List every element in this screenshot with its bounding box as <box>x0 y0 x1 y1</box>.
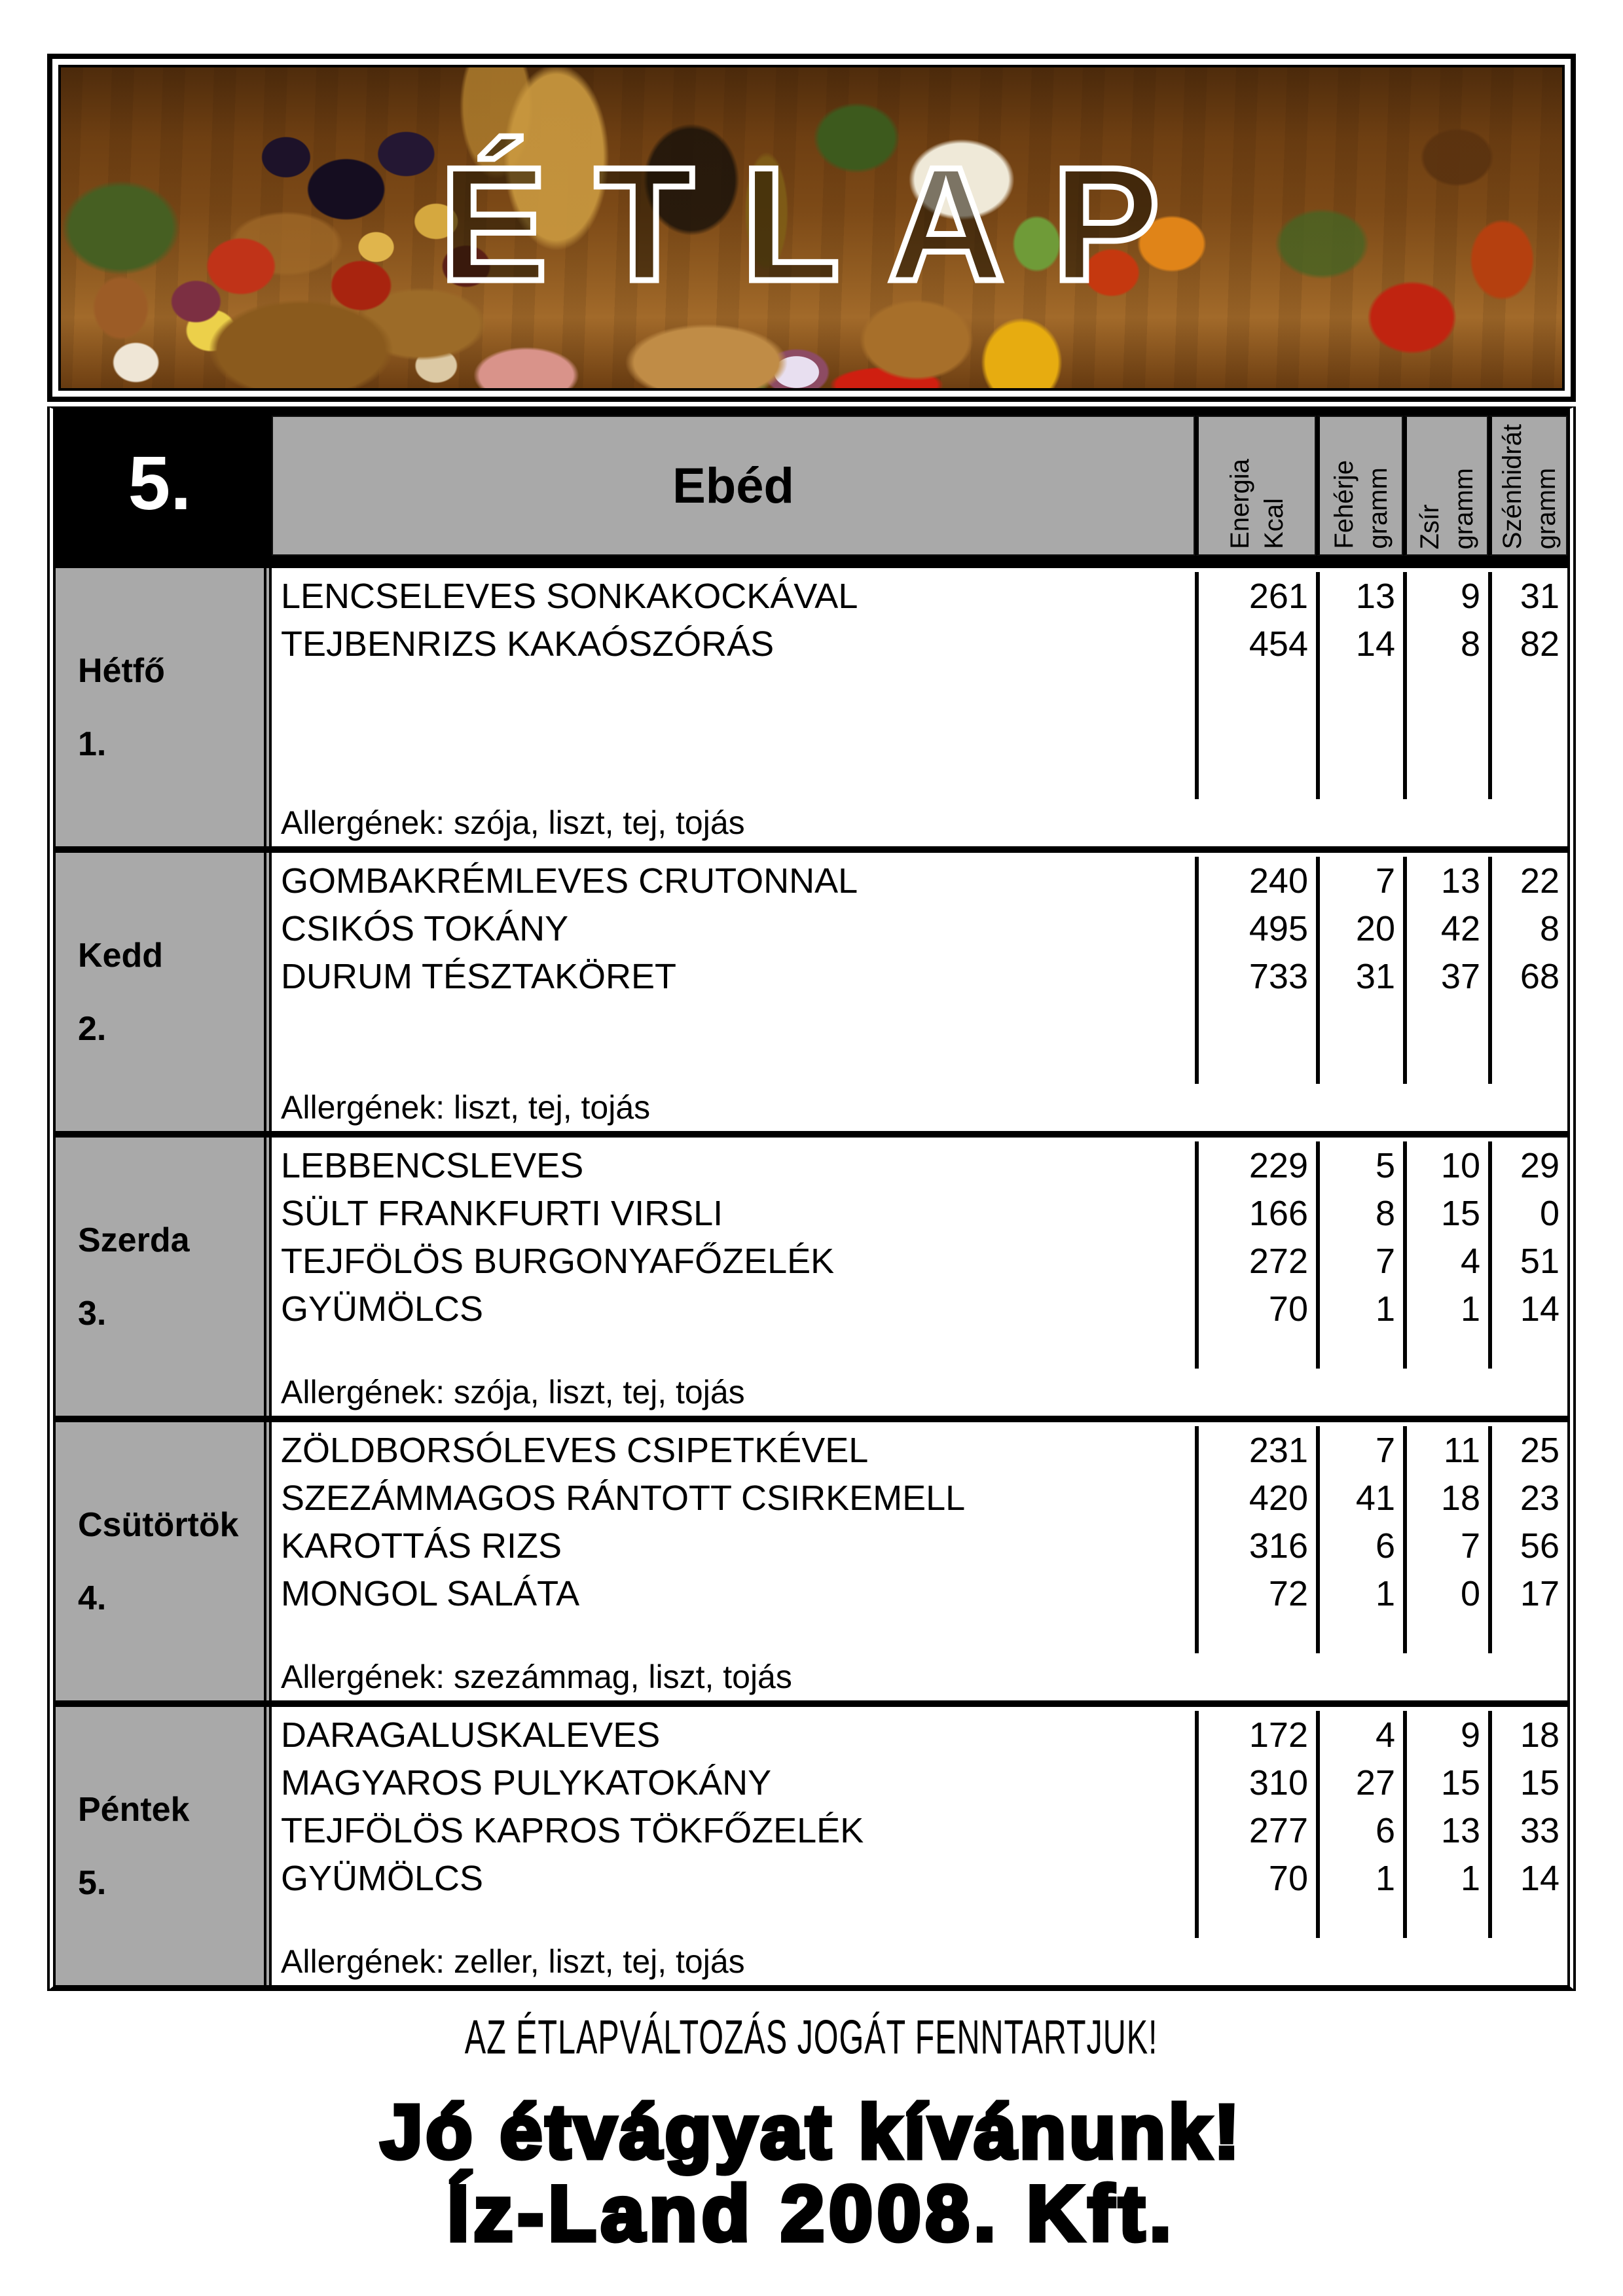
szenhidrat-value: 82 <box>1488 620 1567 668</box>
header-divider <box>264 410 272 562</box>
day-block <box>56 1131 1567 1416</box>
table-header-row <box>56 410 1567 562</box>
filler-cell <box>1316 1902 1403 1938</box>
menu-item-row <box>272 1854 1567 1902</box>
filler-cell <box>272 1902 1195 1938</box>
energia-value: 733 <box>1195 952 1316 1000</box>
filler-cell <box>1316 668 1403 799</box>
filler-cell <box>272 668 1195 799</box>
zsir-value: 0 <box>1403 1570 1488 1617</box>
szenhidrat-value: 22 <box>1488 857 1567 905</box>
zsir-value: 1 <box>1403 1854 1488 1902</box>
feherje-value: 7 <box>1316 1426 1403 1474</box>
menu-item-name: LENCSELEVES SONKAKOCKÁVAL <box>281 576 858 616</box>
food-still-life-photo <box>58 65 1565 391</box>
day-block <box>56 846 1567 1131</box>
filler-cell <box>1195 1000 1316 1084</box>
menu-item-name: TEJFÖLÖS KAPROS TÖKFŐZELÉK <box>281 1810 864 1850</box>
menu-item-row <box>272 1189 1567 1237</box>
day-number: 2. <box>78 1009 107 1048</box>
column-header-label: gramm <box>1531 467 1561 549</box>
energia-value: 454 <box>1195 620 1316 668</box>
filler-cell <box>272 1617 1195 1653</box>
day-label-cell <box>56 1138 272 1416</box>
menu-item-row <box>272 1806 1567 1854</box>
szenhidrat-value: 23 <box>1488 1474 1567 1522</box>
column-header-label: Fehérje <box>1329 460 1359 549</box>
menu-item-name: KAROTTÁS RIZS <box>281 1526 562 1566</box>
feherje-value: 1 <box>1316 1570 1403 1617</box>
column-header-label: gramm <box>1450 467 1478 549</box>
day-label-cell <box>56 1707 272 1985</box>
energia-value: 172 <box>1195 1711 1316 1759</box>
zsir-value: 10 <box>1403 1141 1488 1189</box>
menu-item-row <box>272 1474 1567 1522</box>
menu-area <box>272 568 1567 846</box>
menu-item-name: SZEZÁMMAGOS RÁNTOTT CSIRKEMELL <box>281 1478 966 1518</box>
menu-item-name: DURUM TÉSZTAKÖRET <box>281 956 677 996</box>
zsir-value: 9 <box>1403 1711 1488 1759</box>
filler-cell <box>1316 1333 1403 1369</box>
zsir-value: 4 <box>1403 1237 1488 1285</box>
filler-cell <box>1488 1333 1567 1369</box>
menu-item-name: ZÖLDBORSÓLEVES CSIPETKÉVEL <box>281 1430 869 1470</box>
energia-value: 316 <box>1195 1522 1316 1570</box>
feherje-value: 6 <box>1316 1522 1403 1570</box>
day-label-cell <box>56 1422 272 1700</box>
menu-item-name: LEBBENCSLEVES <box>281 1145 584 1185</box>
allergen-note: Allergének: szója, liszt, tej, tojás <box>281 1374 745 1410</box>
energia-value: 72 <box>1195 1570 1316 1617</box>
energia-value: 420 <box>1195 1474 1316 1522</box>
feherje-value: 4 <box>1316 1711 1403 1759</box>
day-block <box>56 1416 1567 1700</box>
menu-table <box>47 406 1576 1991</box>
allergen-note: Allergének: szezámmag, liszt, tojás <box>281 1659 792 1695</box>
menu-item-name: CSIKÓS TOKÁNY <box>281 908 569 948</box>
menu-item-row <box>272 1285 1567 1333</box>
menu-item-row <box>272 1711 1567 1759</box>
energia-value: 240 <box>1195 857 1316 905</box>
feherje-value: 13 <box>1316 572 1403 620</box>
menu-item-row <box>272 857 1567 905</box>
menu-area <box>272 853 1567 1131</box>
column-header-label: Energia <box>1225 459 1254 549</box>
feherje-value: 20 <box>1316 905 1403 952</box>
day-number: 5. <box>78 1863 107 1902</box>
feherje-value: 5 <box>1316 1141 1403 1189</box>
szenhidrat-value: 15 <box>1488 1759 1567 1806</box>
energia-value: 70 <box>1195 1854 1316 1902</box>
szenhidrat-value: 51 <box>1488 1237 1567 1285</box>
filler-cell <box>1195 1617 1316 1653</box>
filler-cell <box>272 1000 1195 1084</box>
filler-row <box>272 1333 1567 1369</box>
szenhidrat-value: 18 <box>1488 1711 1567 1759</box>
energia-value: 261 <box>1195 572 1316 620</box>
filler-row <box>272 1000 1567 1084</box>
wordart-company: Íz-Land 2008. Kft. <box>447 2169 1176 2257</box>
day-name: Csütörtök <box>78 1505 239 1544</box>
feherje-value: 8 <box>1316 1189 1403 1237</box>
feherje-value: 31 <box>1316 952 1403 1000</box>
energia-value: 166 <box>1195 1189 1316 1237</box>
zsir-value: 8 <box>1403 620 1488 668</box>
header-photo-frame <box>47 54 1576 402</box>
filler-row <box>272 1902 1567 1938</box>
column-header-feherje <box>1316 416 1403 556</box>
menu-area <box>272 1422 1567 1700</box>
filler-cell <box>1403 1333 1488 1369</box>
filler-cell <box>1316 1617 1403 1653</box>
energia-value: 70 <box>1195 1285 1316 1333</box>
meal-header-cell: Ebéd <box>272 416 1195 556</box>
zsir-value: 11 <box>1403 1426 1488 1474</box>
zsir-value: 7 <box>1403 1522 1488 1570</box>
feherje-value: 41 <box>1316 1474 1403 1522</box>
day-name: Kedd <box>78 936 163 975</box>
szenhidrat-value: 31 <box>1488 572 1567 620</box>
menu-item-name: TEJFÖLÖS BURGONYAFŐZELÉK <box>281 1241 835 1281</box>
energia-value: 495 <box>1195 905 1316 952</box>
szenhidrat-value: 33 <box>1488 1806 1567 1854</box>
zsir-value: 13 <box>1403 1806 1488 1854</box>
column-header-energia <box>1195 416 1316 556</box>
filler-cell <box>1403 668 1488 799</box>
menu-item-name: GYÜMÖLCS <box>281 1858 484 1898</box>
day-name: Péntek <box>78 1790 190 1829</box>
filler-cell <box>1488 1617 1567 1653</box>
filler-cell <box>1488 1000 1567 1084</box>
energia-value: 229 <box>1195 1141 1316 1189</box>
column-header-label: gramm <box>1363 467 1393 549</box>
column-header-label: Kcal <box>1259 498 1288 549</box>
menu-item-row <box>272 1237 1567 1285</box>
zsir-value: 9 <box>1403 572 1488 620</box>
day-name: Hétfő <box>78 651 165 690</box>
filler-row <box>272 668 1567 799</box>
filler-cell <box>1195 1333 1316 1369</box>
szenhidrat-value: 56 <box>1488 1522 1567 1570</box>
filler-cell <box>1403 1617 1488 1653</box>
zsir-value: 18 <box>1403 1474 1488 1522</box>
energia-value: 231 <box>1195 1426 1316 1474</box>
menu-item-row <box>272 1759 1567 1806</box>
szenhidrat-value: 17 <box>1488 1570 1567 1617</box>
szenhidrat-value: 14 <box>1488 1854 1567 1902</box>
szenhidrat-value: 29 <box>1488 1141 1567 1189</box>
footer-notice <box>0 2011 1623 2064</box>
energia-value: 277 <box>1195 1806 1316 1854</box>
wordart-greeting: Jó étvágyat kívánunk! <box>380 2089 1243 2174</box>
day-block <box>56 562 1567 846</box>
allergen-note: Allergének: zeller, liszt, tej, tojás <box>281 1943 745 1980</box>
menu-item-row <box>272 905 1567 952</box>
day-number: 4. <box>78 1579 107 1617</box>
zsir-value: 15 <box>1403 1189 1488 1237</box>
szenhidrat-value: 25 <box>1488 1426 1567 1474</box>
szenhidrat-value: 8 <box>1488 905 1567 952</box>
feherje-value: 27 <box>1316 1759 1403 1806</box>
filler-cell <box>272 1333 1195 1369</box>
menu-item-name: MONGOL SALÁTA <box>281 1573 580 1613</box>
zsir-value: 37 <box>1403 952 1488 1000</box>
feherje-value: 1 <box>1316 1854 1403 1902</box>
filler-cell <box>1488 1902 1567 1938</box>
menu-item-name: MAGYAROS PULYKATOKÁNY <box>281 1763 772 1803</box>
page-title: ÉTLAP <box>439 133 1207 315</box>
filler-cell <box>1195 668 1316 799</box>
menu-item-row <box>272 1426 1567 1474</box>
menu-item-name: SÜLT FRANKFURTI VIRSLI <box>281 1193 723 1233</box>
zsir-value: 13 <box>1403 857 1488 905</box>
filler-cell <box>1195 1902 1316 1938</box>
feherje-value: 6 <box>1316 1806 1403 1854</box>
filler-row <box>272 1617 1567 1653</box>
feherje-value: 14 <box>1316 620 1403 668</box>
menu-item-name: TEJBENRIZS KAKAÓSZÓRÁS <box>281 624 775 664</box>
menu-item-name: GYÜMÖLCS <box>281 1289 484 1329</box>
column-header-szenhidrat <box>1488 416 1567 556</box>
menu-item-row <box>272 1141 1567 1189</box>
day-label-cell <box>56 853 272 1131</box>
day-number: 1. <box>78 725 107 763</box>
feherje-value: 7 <box>1316 1237 1403 1285</box>
menu-item-row <box>272 620 1567 668</box>
menu-change-notice: AZ ÉTLAPVÁLTOZÁS JOGÁT FENNTARTJUK! <box>465 2011 1158 2064</box>
menu-item-name: DARAGALUSKALEVES <box>281 1715 661 1755</box>
feherje-value: 1 <box>1316 1285 1403 1333</box>
szenhidrat-value: 0 <box>1488 1189 1567 1237</box>
filler-cell <box>1403 1902 1488 1938</box>
day-block <box>56 1700 1567 1985</box>
column-header-label: Szénhidrát <box>1497 423 1527 549</box>
day-number: 3. <box>78 1294 107 1333</box>
szenhidrat-value: 14 <box>1488 1285 1567 1333</box>
menu-item-name: GOMBAKRÉMLEVES CRUTONNAL <box>281 861 858 901</box>
menu-item-row <box>272 1570 1567 1617</box>
column-header-zsir <box>1403 416 1488 556</box>
szenhidrat-value: 68 <box>1488 952 1567 1000</box>
menu-item-row <box>272 952 1567 1000</box>
day-label-cell <box>56 568 272 846</box>
allergen-note: Allergének: szója, liszt, tej, tojás <box>281 804 745 841</box>
column-header-label: Zsír <box>1415 504 1444 549</box>
zsir-value: 1 <box>1403 1285 1488 1333</box>
filler-cell <box>1316 1000 1403 1084</box>
week-number-cell: 5. <box>56 410 264 562</box>
energia-value: 310 <box>1195 1759 1316 1806</box>
filler-cell <box>1403 1000 1488 1084</box>
footer-wordart <box>0 2089 1623 2257</box>
menu-item-row <box>272 1522 1567 1570</box>
zsir-value: 15 <box>1403 1759 1488 1806</box>
feherje-value: 7 <box>1316 857 1403 905</box>
energia-value: 272 <box>1195 1237 1316 1285</box>
zsir-value: 42 <box>1403 905 1488 952</box>
menu-item-row <box>272 572 1567 620</box>
day-name: Szerda <box>78 1221 190 1259</box>
menu-area <box>272 1138 1567 1416</box>
filler-cell <box>1488 668 1567 799</box>
menu-area <box>272 1707 1567 1985</box>
allergen-note: Allergének: liszt, tej, tojás <box>281 1089 651 1126</box>
